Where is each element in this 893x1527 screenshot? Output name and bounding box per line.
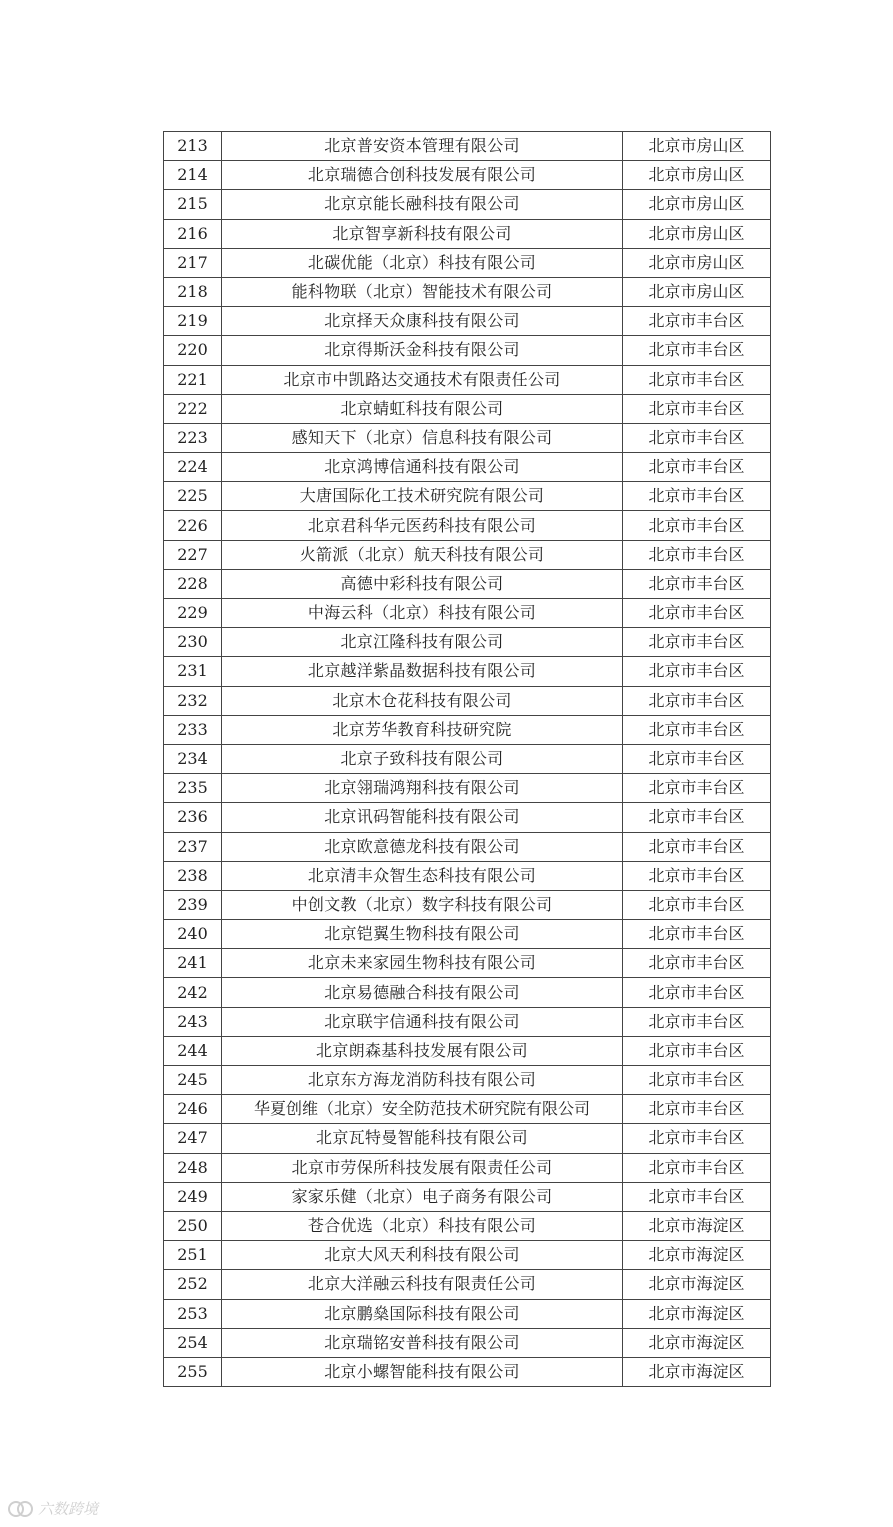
company-name: 北京瓦特曼智能科技有限公司	[222, 1124, 623, 1153]
row-index: 216	[164, 219, 222, 248]
table-row	[164, 978, 771, 1007]
table-row	[164, 248, 771, 277]
row-index: 225	[164, 482, 222, 511]
district: 北京市海淀区	[623, 1211, 771, 1240]
row-index: 230	[164, 628, 222, 657]
table-row	[164, 1241, 771, 1270]
watermark-logo-icon	[8, 1501, 34, 1517]
company-name: 中海云科（北京）科技有限公司	[222, 599, 623, 628]
table-row	[164, 1182, 771, 1211]
table-row	[164, 1036, 771, 1065]
company-name: 北京清丰众智生态科技有限公司	[222, 861, 623, 890]
table-row	[164, 394, 771, 423]
table-row	[164, 277, 771, 306]
district: 北京市丰台区	[623, 453, 771, 482]
table-row	[164, 861, 771, 890]
table-row	[164, 132, 771, 161]
row-index: 250	[164, 1211, 222, 1240]
table-row	[164, 161, 771, 190]
row-index: 215	[164, 190, 222, 219]
district: 北京市房山区	[623, 132, 771, 161]
table-row	[164, 511, 771, 540]
district: 北京市丰台区	[623, 774, 771, 803]
row-index: 213	[164, 132, 222, 161]
table-row	[164, 1153, 771, 1182]
table-row	[164, 599, 771, 628]
table-row	[164, 832, 771, 861]
company-name: 高德中彩科技有限公司	[222, 569, 623, 598]
district: 北京市房山区	[623, 190, 771, 219]
district: 北京市丰台区	[623, 920, 771, 949]
table-row	[164, 657, 771, 686]
district: 北京市丰台区	[623, 657, 771, 686]
district: 北京市房山区	[623, 219, 771, 248]
company-name: 北京欧意德龙科技有限公司	[222, 832, 623, 861]
row-index: 243	[164, 1007, 222, 1036]
district: 北京市丰台区	[623, 978, 771, 1007]
district: 北京市丰台区	[623, 890, 771, 919]
row-index: 229	[164, 599, 222, 628]
company-name: 北京鹏燊国际科技有限公司	[222, 1299, 623, 1328]
table-row	[164, 1066, 771, 1095]
company-name: 北京京能长融科技有限公司	[222, 190, 623, 219]
district: 北京市丰台区	[623, 336, 771, 365]
row-index: 219	[164, 307, 222, 336]
company-name: 火箭派（北京）航天科技有限公司	[222, 540, 623, 569]
table-row	[164, 1357, 771, 1386]
table-row	[164, 1211, 771, 1240]
table-row	[164, 482, 771, 511]
table-row	[164, 453, 771, 482]
district: 北京市丰台区	[623, 540, 771, 569]
row-index: 252	[164, 1270, 222, 1299]
district: 北京市丰台区	[623, 1153, 771, 1182]
district: 北京市丰台区	[623, 1066, 771, 1095]
row-index: 227	[164, 540, 222, 569]
row-index: 237	[164, 832, 222, 861]
district: 北京市丰台区	[623, 307, 771, 336]
row-index: 222	[164, 394, 222, 423]
row-index: 240	[164, 920, 222, 949]
company-name: 中创文教（北京）数字科技有限公司	[222, 890, 623, 919]
district: 北京市丰台区	[623, 715, 771, 744]
district: 北京市丰台区	[623, 832, 771, 861]
company-name: 北京讯码智能科技有限公司	[222, 803, 623, 832]
district: 北京市丰台区	[623, 365, 771, 394]
district: 北京市丰台区	[623, 686, 771, 715]
district: 北京市丰台区	[623, 511, 771, 540]
row-index: 236	[164, 803, 222, 832]
table-row	[164, 307, 771, 336]
table-row	[164, 715, 771, 744]
company-name: 北京江隆科技有限公司	[222, 628, 623, 657]
row-index: 228	[164, 569, 222, 598]
row-index: 245	[164, 1066, 222, 1095]
company-name: 北碳优能（北京）科技有限公司	[222, 248, 623, 277]
district: 北京市海淀区	[623, 1241, 771, 1270]
district: 北京市丰台区	[623, 861, 771, 890]
table-row	[164, 1007, 771, 1036]
table-row	[164, 1095, 771, 1124]
company-name: 北京联宇信通科技有限公司	[222, 1007, 623, 1036]
district: 北京市丰台区	[623, 803, 771, 832]
company-name: 华夏创维（北京）安全防范技术研究院有限公司	[222, 1095, 623, 1124]
company-name: 北京大洋融云科技有限责任公司	[222, 1270, 623, 1299]
company-name: 感知天下（北京）信息科技有限公司	[222, 423, 623, 452]
row-index: 244	[164, 1036, 222, 1065]
table-row	[164, 920, 771, 949]
row-index: 218	[164, 277, 222, 306]
table-row	[164, 190, 771, 219]
district: 北京市房山区	[623, 277, 771, 306]
row-index: 247	[164, 1124, 222, 1153]
table-row	[164, 540, 771, 569]
row-index: 217	[164, 248, 222, 277]
table-row	[164, 774, 771, 803]
row-index: 241	[164, 949, 222, 978]
row-index: 242	[164, 978, 222, 1007]
watermark-text: 六数跨境	[38, 1500, 99, 1518]
row-index: 251	[164, 1241, 222, 1270]
row-index: 214	[164, 161, 222, 190]
company-name: 北京瑞铭安普科技有限公司	[222, 1328, 623, 1357]
district: 北京市丰台区	[623, 1124, 771, 1153]
table-row	[164, 219, 771, 248]
district: 北京市海淀区	[623, 1328, 771, 1357]
district: 北京市丰台区	[623, 1182, 771, 1211]
company-list-table	[163, 131, 771, 1387]
district: 北京市房山区	[623, 248, 771, 277]
district: 北京市海淀区	[623, 1357, 771, 1386]
row-index: 234	[164, 744, 222, 773]
company-name: 苍合优选（北京）科技有限公司	[222, 1211, 623, 1240]
company-name: 北京东方海龙消防科技有限公司	[222, 1066, 623, 1095]
district: 北京市丰台区	[623, 949, 771, 978]
district: 北京市丰台区	[623, 1036, 771, 1065]
district: 北京市丰台区	[623, 394, 771, 423]
company-name: 北京芳华教育科技研究院	[222, 715, 623, 744]
row-index: 249	[164, 1182, 222, 1211]
company-name: 北京朗森基科技发展有限公司	[222, 1036, 623, 1065]
district: 北京市丰台区	[623, 482, 771, 511]
table-row	[164, 1328, 771, 1357]
row-index: 223	[164, 423, 222, 452]
district: 北京市房山区	[623, 161, 771, 190]
row-index: 232	[164, 686, 222, 715]
row-index: 248	[164, 1153, 222, 1182]
company-name: 北京木仓花科技有限公司	[222, 686, 623, 715]
row-index: 253	[164, 1299, 222, 1328]
district: 北京市海淀区	[623, 1270, 771, 1299]
company-name: 北京市中凯路达交通技术有限责任公司	[222, 365, 623, 394]
row-index: 238	[164, 861, 222, 890]
table-row	[164, 1124, 771, 1153]
row-index: 231	[164, 657, 222, 686]
district: 北京市丰台区	[623, 744, 771, 773]
company-name: 北京鸿博信通科技有限公司	[222, 453, 623, 482]
table-row	[164, 949, 771, 978]
company-name: 北京子致科技有限公司	[222, 744, 623, 773]
table-row	[164, 1299, 771, 1328]
district: 北京市丰台区	[623, 569, 771, 598]
company-name: 北京翎瑞鸿翔科技有限公司	[222, 774, 623, 803]
district: 北京市丰台区	[623, 1007, 771, 1036]
table-row	[164, 336, 771, 365]
district: 北京市丰台区	[623, 599, 771, 628]
watermark	[8, 1498, 98, 1519]
company-name: 北京未来家园生物科技有限公司	[222, 949, 623, 978]
company-name: 北京大风天利科技有限公司	[222, 1241, 623, 1270]
company-name: 能科物联（北京）智能技术有限公司	[222, 277, 623, 306]
company-name: 北京君科华元医药科技有限公司	[222, 511, 623, 540]
company-name: 北京智享新科技有限公司	[222, 219, 623, 248]
company-name: 北京择天众康科技有限公司	[222, 307, 623, 336]
district: 北京市海淀区	[623, 1299, 771, 1328]
table-row	[164, 628, 771, 657]
company-name: 家家乐健（北京）电子商务有限公司	[222, 1182, 623, 1211]
company-name: 大唐国际化工技术研究院有限公司	[222, 482, 623, 511]
table-row	[164, 803, 771, 832]
district: 北京市丰台区	[623, 423, 771, 452]
row-index: 239	[164, 890, 222, 919]
row-index: 221	[164, 365, 222, 394]
company-name: 北京市劳保所科技发展有限责任公司	[222, 1153, 623, 1182]
row-index: 226	[164, 511, 222, 540]
company-name: 北京普安资本管理有限公司	[222, 132, 623, 161]
table-row	[164, 423, 771, 452]
table-row	[164, 890, 771, 919]
row-index: 233	[164, 715, 222, 744]
district: 北京市丰台区	[623, 1095, 771, 1124]
table-row	[164, 569, 771, 598]
company-name: 北京小螺智能科技有限公司	[222, 1357, 623, 1386]
table-row	[164, 365, 771, 394]
district: 北京市丰台区	[623, 628, 771, 657]
row-index: 224	[164, 453, 222, 482]
company-name: 北京越洋紫晶数据科技有限公司	[222, 657, 623, 686]
company-name: 北京瑞德合创科技发展有限公司	[222, 161, 623, 190]
company-name: 北京铠翼生物科技有限公司	[222, 920, 623, 949]
row-index: 254	[164, 1328, 222, 1357]
company-name: 北京得斯沃金科技有限公司	[222, 336, 623, 365]
company-name: 北京易德融合科技有限公司	[222, 978, 623, 1007]
table-body	[164, 132, 771, 1387]
company-name: 北京蜻虹科技有限公司	[222, 394, 623, 423]
row-index: 246	[164, 1095, 222, 1124]
row-index: 220	[164, 336, 222, 365]
row-index: 235	[164, 774, 222, 803]
table-row	[164, 1270, 771, 1299]
row-index: 255	[164, 1357, 222, 1386]
table-row	[164, 686, 771, 715]
table-row	[164, 744, 771, 773]
